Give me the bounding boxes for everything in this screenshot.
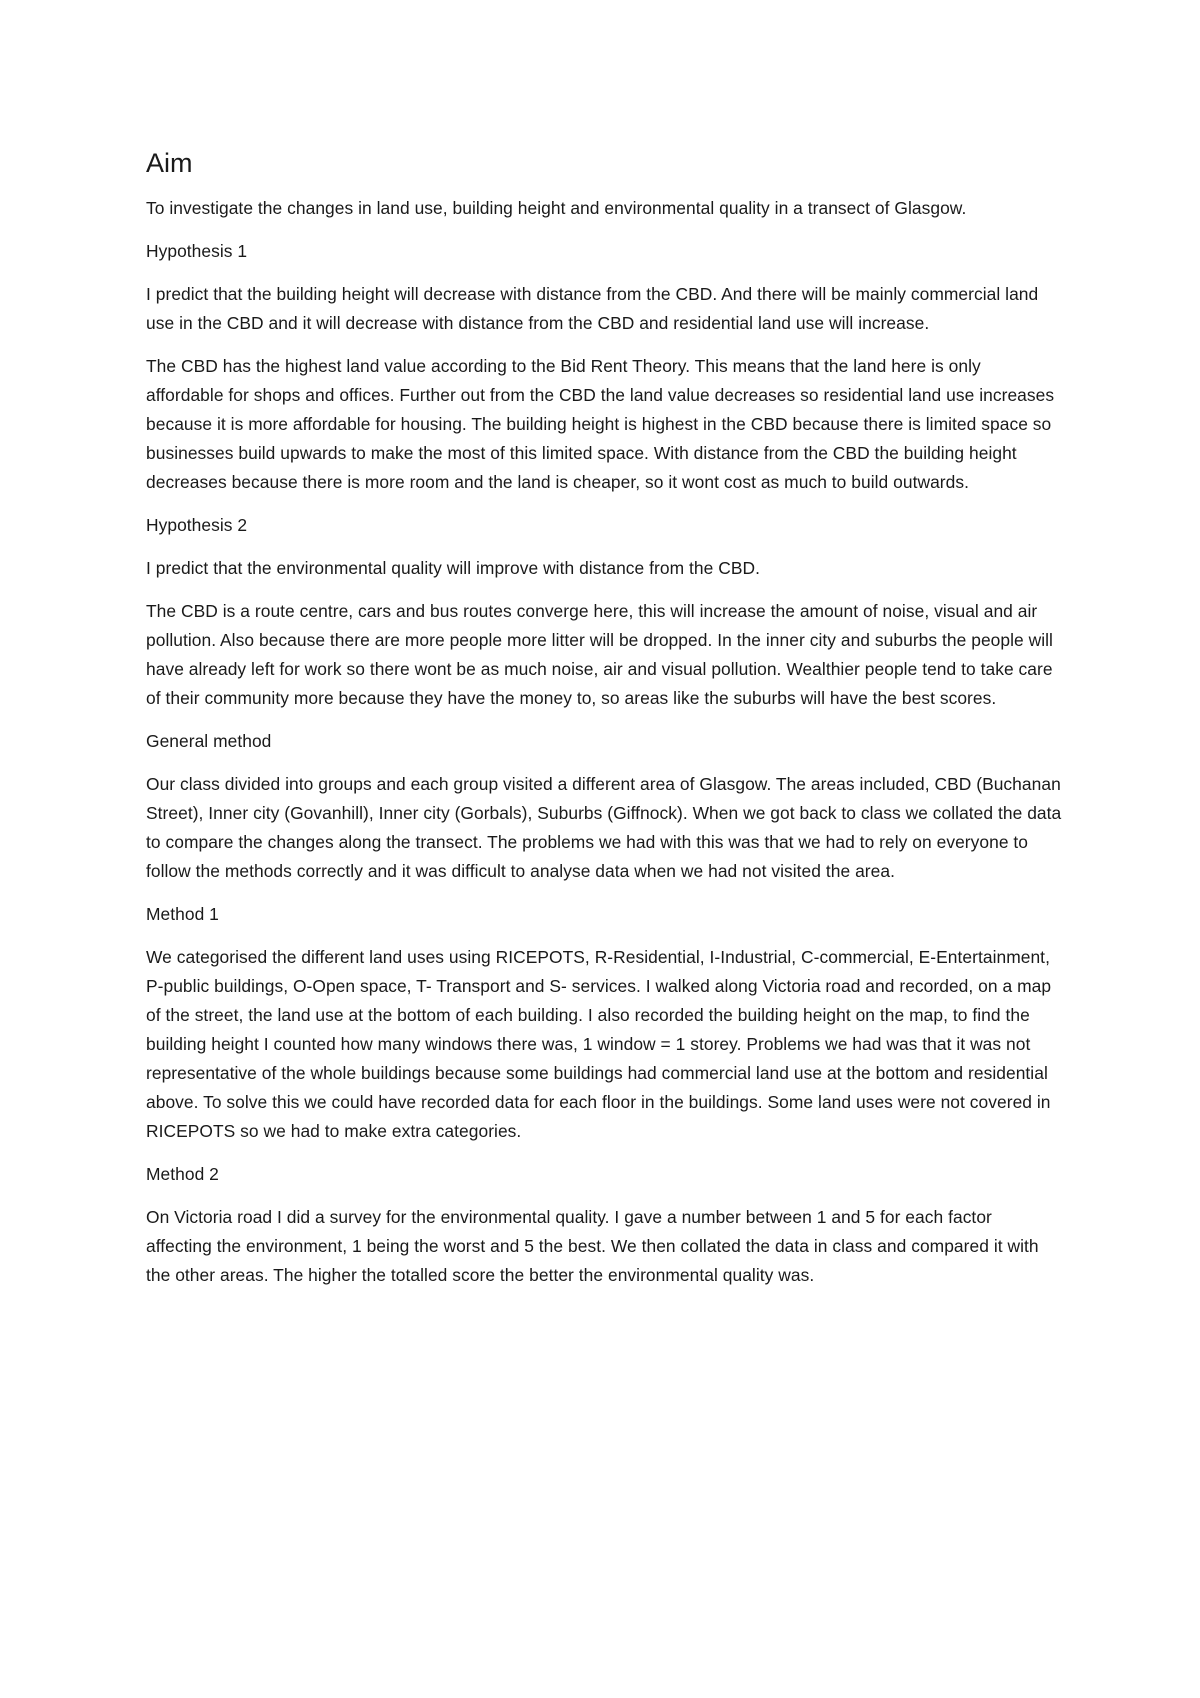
general-method-text: Our class divided into groups and each group visited a different area of Glasgow. The areas included, CBD (Buchanan Street), Inner city (Govanhill), Inner city (Gorbals), Suburbs (Giffnock). When we got back to class we collated the data to compare the changes along the transect. The problems we had with this was that we had to rely on everyone to follow the methods correctly and it was difficult to analyse data when we had not visited the area. <box>146 774 1062 881</box>
method-1-heading: Method 1 <box>146 904 219 924</box>
hypothesis-1-prediction: I predict that the building height will decrease with distance from the CBD. And there will be mainly commercial land use in the CBD and it will decrease with distance from the CBD and residential land use will increase. <box>146 284 1039 333</box>
hypothesis-2-explanation: The CBD is a route centre, cars and bus routes converge here, this will increase the amount of noise, visual and air pollution. Also because there are more people more litter will be dropped. In the inner city and suburbs the people will have already left for work so there wont be as much noise, air and visual pollution. Wealthier people tend to take care of their community more because they have the money to, so areas like the suburbs will have the best scores. <box>146 601 1053 708</box>
hypothesis-2-prediction: I predict that the environmental quality will improve with distance from the CBD. <box>146 558 760 578</box>
method-2-heading: Method 2 <box>146 1164 219 1184</box>
method-2-text: On Victoria road I did a survey for the environmental quality. I gave a number between 1 and 5 for each factor affecting the environment, 1 being the worst and 5 the best. We then collated the data in class and compared it with the other areas. The higher the totalled score the better the environmental quality was. <box>146 1207 1039 1285</box>
aim-text: To investigate the changes in land use, building height and environmental quality in a transect of Glasgow. <box>146 198 967 218</box>
document-body <box>146 146 1062 1304</box>
hypothesis-1-heading: Hypothesis 1 <box>146 241 248 261</box>
hypothesis-1-explanation: The CBD has the highest land value according to the Bid Rent Theory. This means that the land here is only affordable for shops and offices. Further out from the CBD the land value decreases so residential land use increases because it is more affordable for housing. The building height is highest in the CBD because there is limited space so businesses build upwards to make the most of this limited space. With distance from the CBD the building height decreases because there is more room and the land is cheaper, so it wont cost as much to build outwards. <box>146 356 1055 492</box>
page-title: Aim <box>146 148 193 178</box>
hypothesis-2-heading: Hypothesis 2 <box>146 515 248 535</box>
method-1-text: We categorised the different land uses using RICEPOTS, R-Residential, I-Industrial, C-commercial, E-Entertainment, P-public buildings, O-Open space, T- Transport and S- services. I walked along Victoria road and recorded, on a map of the street, the land use at the bottom of each building. I also recorded the building height on the map, to find the building height I counted how many windows there was, 1 window = 1 storey. Problems we had was that it was not representative of the whole buildings because some buildings had commercial land use at the bottom and residential above. To solve this we could have recorded data for each floor in the buildings. Some land uses were not covered in RICEPOTS so we had to make extra categories. <box>146 947 1052 1141</box>
general-method-heading: General method <box>146 731 272 751</box>
